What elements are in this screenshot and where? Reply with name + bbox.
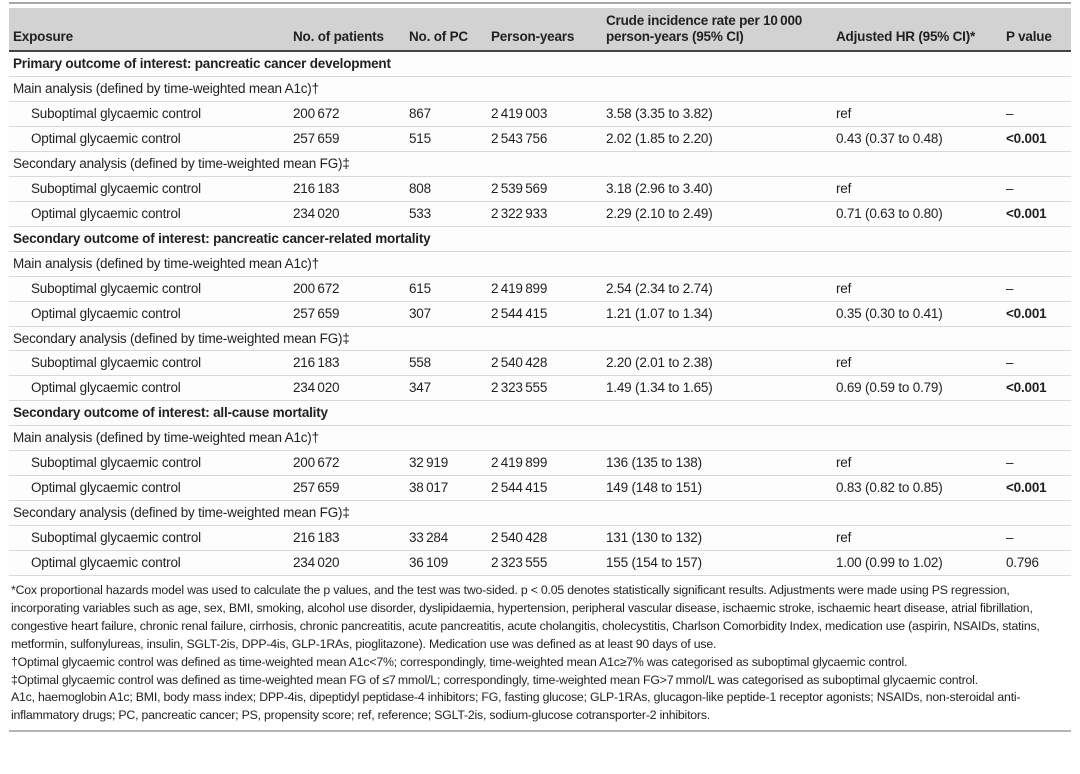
cell-person_years: 2 322 933 — [487, 201, 602, 226]
cell-pc: 558 — [405, 351, 487, 376]
subsection-title: Secondary analysis (defined by time-weighted mean FG)‡ — [9, 326, 1071, 351]
table-row — [9, 376, 1071, 401]
column-header-2: No. of PC — [405, 8, 487, 51]
cell-exposure: Suboptimal glycaemic control — [9, 176, 289, 201]
cell-adjusted_hr: ref — [832, 351, 1002, 376]
cell-crude_rate: 131 (130 to 132) — [602, 525, 832, 550]
cell-pc: 347 — [405, 376, 487, 401]
outcomes-table — [9, 8, 1071, 576]
cell-person_years: 2 544 415 — [487, 476, 602, 501]
cell-crude_rate: 2.54 (2.34 to 2.74) — [602, 276, 832, 301]
cell-patients: 216 183 — [289, 351, 405, 376]
cell-adjusted_hr: 0.35 (0.30 to 0.41) — [832, 301, 1002, 326]
cell-pc: 615 — [405, 276, 487, 301]
cell-patients: 216 183 — [289, 525, 405, 550]
cell-patients: 257 659 — [289, 301, 405, 326]
cell-patients: 200 672 — [289, 451, 405, 476]
cell-exposure: Suboptimal glycaemic control — [9, 451, 289, 476]
cell-exposure: Optimal glycaemic control — [9, 376, 289, 401]
cell-pc: 533 — [405, 201, 487, 226]
table-row — [9, 176, 1071, 201]
cell-crude_rate: 3.58 (3.35 to 3.82) — [602, 102, 832, 127]
cell-patients: 216 183 — [289, 176, 405, 201]
cell-pc: 515 — [405, 127, 487, 152]
table-row — [9, 276, 1071, 301]
cell-pc: 38 017 — [405, 476, 487, 501]
cell-adjusted_hr: ref — [832, 276, 1002, 301]
cell-crude_rate: 2.20 (2.01 to 2.38) — [602, 351, 832, 376]
subsection-header-row — [9, 152, 1071, 177]
cell-pc: 36 109 — [405, 550, 487, 575]
column-header-4: Crude incidence rate per 10 000 person-years (95% CI) — [602, 8, 832, 51]
cell-person_years: 2 540 428 — [487, 351, 602, 376]
cell-adjusted_hr: ref — [832, 525, 1002, 550]
cell-p_value: <0.001 — [1002, 201, 1071, 226]
header-row — [9, 8, 1071, 51]
footnote-2: ‡Optimal glycaemic control was defined as time-weighted mean FG of ≤7 mmol/L; correspondingly, time-weighted mean FG>7 mmol/L was categorised as suboptimal glycaemic control. — [11, 672, 978, 687]
cell-pc: 32 919 — [405, 451, 487, 476]
table-row — [9, 451, 1071, 476]
column-header-1: No. of patients — [289, 8, 405, 51]
section-title: Secondary outcome of interest: pancreatic cancer-related mortality — [9, 226, 1071, 251]
cell-p_value: 0.796 — [1002, 550, 1071, 575]
cell-person_years: 2 419 003 — [487, 102, 602, 127]
subsection-header-row — [9, 500, 1071, 525]
cell-person_years: 2 543 756 — [487, 127, 602, 152]
cell-person_years: 2 419 899 — [487, 276, 602, 301]
subsection-header-row — [9, 426, 1071, 451]
subsection-title: Main analysis (defined by time-weighted mean A1c)† — [9, 77, 1071, 102]
cell-pc: 867 — [405, 102, 487, 127]
cell-adjusted_hr: 1.00 (0.99 to 1.02) — [832, 550, 1002, 575]
table-row — [9, 201, 1071, 226]
footnote-1: †Optimal glycaemic control was defined as time-weighted mean A1c<7%; correspondingly, time-weighted mean A1c≥7% was categorised as suboptimal glycaemic control. — [11, 654, 908, 669]
cell-crude_rate: 2.02 (1.85 to 2.20) — [602, 127, 832, 152]
cell-adjusted_hr: ref — [832, 176, 1002, 201]
cell-patients: 200 672 — [289, 102, 405, 127]
cell-crude_rate: 2.29 (2.10 to 2.49) — [602, 201, 832, 226]
cell-p_value: <0.001 — [1002, 127, 1071, 152]
subsection-title: Main analysis (defined by time-weighted mean A1c)† — [9, 251, 1071, 276]
cell-patients: 200 672 — [289, 276, 405, 301]
cell-patients: 257 659 — [289, 476, 405, 501]
cell-patients: 234 020 — [289, 201, 405, 226]
cell-exposure: Optimal glycaemic control — [9, 301, 289, 326]
cell-person_years: 2 544 415 — [487, 301, 602, 326]
cell-p_value: – — [1002, 276, 1071, 301]
cell-p_value: – — [1002, 451, 1071, 476]
section-title: Primary outcome of interest: pancreatic cancer development — [9, 51, 1071, 76]
table-row — [9, 550, 1071, 575]
section-header-row — [9, 226, 1071, 251]
cell-p_value: <0.001 — [1002, 301, 1071, 326]
table-row — [9, 127, 1071, 152]
subsection-title: Secondary analysis (defined by time-weighted mean FG)‡ — [9, 152, 1071, 177]
cell-exposure: Optimal glycaemic control — [9, 127, 289, 152]
cell-person_years: 2 539 569 — [487, 176, 602, 201]
cell-pc: 307 — [405, 301, 487, 326]
cell-patients: 234 020 — [289, 376, 405, 401]
subsection-header-row — [9, 326, 1071, 351]
cell-pc: 808 — [405, 176, 487, 201]
cell-crude_rate: 149 (148 to 151) — [602, 476, 832, 501]
section-header-row — [9, 51, 1071, 76]
cell-exposure: Suboptimal glycaemic control — [9, 351, 289, 376]
cell-crude_rate: 136 (135 to 138) — [602, 451, 832, 476]
table-row — [9, 301, 1071, 326]
cell-exposure: Suboptimal glycaemic control — [9, 102, 289, 127]
cell-adjusted_hr: 0.69 (0.59 to 0.79) — [832, 376, 1002, 401]
table-top-rule — [9, 2, 1071, 4]
subsection-title: Secondary analysis (defined by time-weighted mean FG)‡ — [9, 500, 1071, 525]
cell-person_years: 2 323 555 — [487, 376, 602, 401]
cell-patients: 257 659 — [289, 127, 405, 152]
cell-person_years: 2 323 555 — [487, 550, 602, 575]
section-title: Secondary outcome of interest: all-cause mortality — [9, 401, 1071, 426]
cell-exposure: Optimal glycaemic control — [9, 550, 289, 575]
cell-p_value: <0.001 — [1002, 376, 1071, 401]
cell-crude_rate: 155 (154 to 157) — [602, 550, 832, 575]
cell-p_value: – — [1002, 176, 1071, 201]
cell-adjusted_hr: 0.43 (0.37 to 0.48) — [832, 127, 1002, 152]
cell-adjusted_hr: ref — [832, 451, 1002, 476]
column-header-3: Person-years — [487, 8, 602, 51]
cell-p_value: – — [1002, 351, 1071, 376]
subsection-header-row — [9, 251, 1071, 276]
cell-p_value: <0.001 — [1002, 476, 1071, 501]
cell-adjusted_hr: 0.83 (0.82 to 0.85) — [832, 476, 1002, 501]
cell-adjusted_hr: ref — [832, 102, 1002, 127]
cell-person_years: 2 540 428 — [487, 525, 602, 550]
cell-crude_rate: 3.18 (2.96 to 3.40) — [602, 176, 832, 201]
subsection-title: Main analysis (defined by time-weighted mean A1c)† — [9, 426, 1071, 451]
column-header-6: P value — [1002, 8, 1071, 51]
cell-exposure: Optimal glycaemic control — [9, 476, 289, 501]
cell-p_value: – — [1002, 525, 1071, 550]
cell-exposure: Suboptimal glycaemic control — [9, 525, 289, 550]
cell-pc: 33 284 — [405, 525, 487, 550]
column-header-5: Adjusted HR (95% CI)* — [832, 8, 1002, 51]
cell-patients: 234 020 — [289, 550, 405, 575]
table-row — [9, 525, 1071, 550]
column-header-0: Exposure — [9, 8, 289, 51]
cell-adjusted_hr: 0.71 (0.63 to 0.80) — [832, 201, 1002, 226]
table-row — [9, 102, 1071, 127]
section-header-row — [9, 401, 1071, 426]
cell-crude_rate: 1.49 (1.34 to 1.65) — [602, 376, 832, 401]
cell-exposure: Suboptimal glycaemic control — [9, 276, 289, 301]
footnote-0: *Cox proportional hazards model was used to calculate the p values, and the test was two-sided. p < 0.05 denotes statistically significant results. Adjustments were made using PS regression, incorporating variables such as age, sex, BMI, smoking, alcohol use disorder, dyslipidaemia, hypertension, peripheral vascular disease, ischaemic stroke, ischaemic heart disease, atrial fibrillation, congestive heart failure, chronic renal failure, cirrhosis, chronic pancreatitis, acute pancreatitis, acute cholangitis, cholecystitis, Charlson Comorbidity Index, medication use (aspirin, NSAIDs, statins, metformin, sulfonylureas, insulin, SGLT-2is, DPP-4is, GLP-1RAs, pioglitazone). Medication use was defined as at least 90 days of use. — [11, 582, 1040, 651]
table-footnotes — [9, 576, 1071, 733]
cell-person_years: 2 419 899 — [487, 451, 602, 476]
table-row — [9, 351, 1071, 376]
cell-p_value: – — [1002, 102, 1071, 127]
subsection-header-row — [9, 77, 1071, 102]
cell-exposure: Optimal glycaemic control — [9, 201, 289, 226]
cell-crude_rate: 1.21 (1.07 to 1.34) — [602, 301, 832, 326]
table-row — [9, 476, 1071, 501]
footnote-3: A1c, haemoglobin A1c; BMI, body mass index; DPP-4is, dipeptidyl peptidase-4 inhibitors; FG, fasting glucose; GLP-1RAs, glucagon-like peptide-1 receptor agonists; NSAIDs, non-steroidal anti-inflammatory drugs; PC, pancreatic cancer; PS, propensity score; ref, reference; SGLT-2is, sodium-glucose cotransporter-2 inhibitors. — [11, 690, 1021, 723]
